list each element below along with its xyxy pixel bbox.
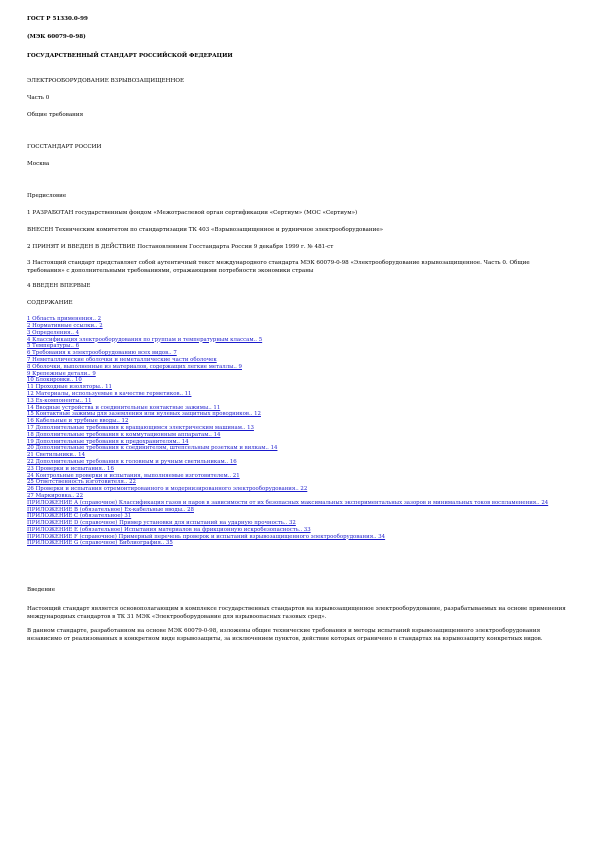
table-of-contents <box>27 316 575 547</box>
intro-p1: Настоящий стандарт является основополагающим в комплексе государственных стандартов на взрывозащищенное электрооборудование, разрабатываемых на основе применения международных стандартов в ТК 31 МЭК «Электрооборудование для взрывоопасных газовых сред». <box>27 606 566 620</box>
toc-link[interactable]: 17 Дополнительные требования к вращающимся электрическим машинам.. 13 <box>27 424 254 431</box>
intro-heading: Введение <box>27 587 56 594</box>
toc-link[interactable]: 20 Дополнительные требования к соединителям, штепсельным розеткам и вилкам.. 14 <box>27 445 278 452</box>
toc-link[interactable]: 16 Кабельные и трубные вводы.. 12 <box>27 418 129 425</box>
document-page <box>27 14 575 644</box>
document-subtitle: Общие требования <box>27 112 84 118</box>
toc-link[interactable]: ПРИЛОЖЕНИЕ В (обязательное) Ex-кабельные вводы.. 28 <box>27 506 194 513</box>
toc-link[interactable]: 6 Требования к электрооборудованию всех видов.. 7 <box>27 350 177 357</box>
toc-link[interactable]: 19 Дополнительные требования к предохранителям.. 14 <box>27 438 189 445</box>
toc-link[interactable]: 5 Температуры.. 6 <box>27 343 80 350</box>
document-title: ЭЛЕКТРООБОРУДОВАНИЕ ВЗРЫВОЗАЩИЩЕННОЕ <box>27 78 185 84</box>
toc-link[interactable]: 8 Оболочки, выполненные из материалов, содержащих легкие металлы.. 9 <box>27 363 242 370</box>
toc-link[interactable]: 3 Определения.. 4 <box>27 329 80 336</box>
toc-link[interactable]: 1 Область применения.. 2 <box>27 316 102 323</box>
toc-link[interactable]: 23 Проверки и испытания.. 16 <box>27 465 114 472</box>
foreword-p1: 1 РАЗРАБОТАН государственным фондом «Межотраслевой орган сертификации «Сертиум» (МОС «Сертиум») <box>27 210 358 216</box>
toc-link[interactable]: 27 Маркировка.. 22 <box>27 492 84 499</box>
toc-link[interactable]: ПРИЛОЖЕНИЕ D (справочное) Пример установки для испытаний на ударную прочность.. 32 <box>27 520 296 527</box>
foreword-p4: 3 Настоящий стандарт представляет собой аутентичный текст международного стандарта МЭК 60079-0-98 «Электрооборудование взрывозащищенное. Часть 0. Общие требования» с дополнительными требованиями, отражающими потребности экономики страны <box>27 260 530 274</box>
publisher: ГОССТАНДАРТ РОССИИ <box>27 144 102 150</box>
toc-link[interactable]: 26 Проверки и испытания отремонтированного и модернизированного электрооборудования.. 22 <box>27 486 308 493</box>
foreword-p5: 4 ВВЕДЕН ВПЕРВЫЕ <box>27 283 91 290</box>
toc-link[interactable]: 9 Крепежные детали.. 9 <box>27 370 96 377</box>
foreword-p2: ВНЕСЕН Техническим комитетом по стандартизации ТК 403 «Взрывозащищенное и рудничное электрооборудование» <box>27 227 384 233</box>
toc-link[interactable]: 24 Контрольные проверки и испытания, выполняемые изготовителем.. 21 <box>27 472 240 479</box>
standard-heading: ГОСУДАРСТВЕННЫЙ СТАНДАРТ РОССИЙСКОЙ ФЕДЕРАЦИИ <box>27 53 233 59</box>
foreword-heading: Предисловие <box>27 193 67 199</box>
toc-link[interactable]: 10 Блокировки.. 10 <box>27 377 82 384</box>
toc-link[interactable]: ПРИЛОЖЕНИЕ С (обязательное) 31 <box>27 513 132 520</box>
toc-link[interactable]: ПРИЛОЖЕНИЕ Е (обязательное) Испытания материалов на фрикционную искробезопасность.. 33 <box>27 526 311 533</box>
city: Москва <box>27 161 50 167</box>
toc-link[interactable]: 25 Ответственность изготовителя.. 22 <box>27 479 136 486</box>
intro-p2: В данном стандарте, разработанном на основе МЭК 60079-0-98, изложены общие технические требования и методы испытаний взрывозащищенного электрооборудования независимо от реализованных в конкретном виде взрывозащиты, за исключением пунктов, действие которых ограничено в стандартах на взрывозащиту конкретных видов. <box>27 628 543 643</box>
mek-number: (МЭК 60079-0-98) <box>27 34 86 40</box>
toc-link[interactable]: 7 Неметаллические оболочки и неметаллические части оболочек <box>27 356 217 363</box>
toc-heading: СОДЕРЖАНИЕ <box>27 300 73 307</box>
toc-link[interactable]: 13 Ex-компоненты.. 11 <box>27 397 92 404</box>
toc-link[interactable]: 14 Вводные устройства и соединительные контактные зажимы.. 11 <box>27 404 221 411</box>
toc-link[interactable]: ПРИЛОЖЕНИЕ А (справочное) Классификация газов и паров в зависимости от их безопасных максимальных экспериментальных зазоров и минимальных токов воспламенения.. 24 <box>27 499 549 506</box>
gost-number: ГОСТ Р 51330.0-99 <box>27 16 88 22</box>
toc-link[interactable]: 2 Нормативные ссылки.. 2 <box>27 322 103 329</box>
toc-link[interactable]: ПРИЛОЖЕНИЕ F (справочное) Примерный перечень проверок и испытаний взрывозащищенного электрооборудования.. 34 <box>27 533 386 540</box>
toc-link[interactable]: 15 Контактные зажимы для заземления или нулевых защитных проводников.. 12 <box>27 411 261 418</box>
toc-link[interactable]: 4 Классификация электрооборудования по группам и температурным классам.. 5 <box>27 336 263 343</box>
toc-link[interactable]: ПРИЛОЖЕНИЕ G (справочное) Библиография.. 35 <box>27 540 173 547</box>
toc-link[interactable]: 12 Материалы, используемые в качестве герметиков.. 11 <box>27 390 192 397</box>
toc-link[interactable]: 18 Дополнительные требования к коммутационным аппаратам.. 14 <box>27 431 221 438</box>
toc-link[interactable]: 11 Проходные изоляторы.. 11 <box>27 384 112 391</box>
part-number: Часть 0 <box>27 95 50 101</box>
toc-link[interactable]: 22 Дополнительные требования к головным и ручным светильникам.. 16 <box>27 458 237 465</box>
foreword-p3: 2 ПРИНЯТ И ВВЕДЕН В ДЕЙСТВИЕ Постановлением Госстандарта России 9 декабря 1999 г. № 481-ст <box>27 244 334 250</box>
toc-link[interactable]: 21 Светильники.. 14 <box>27 452 86 459</box>
